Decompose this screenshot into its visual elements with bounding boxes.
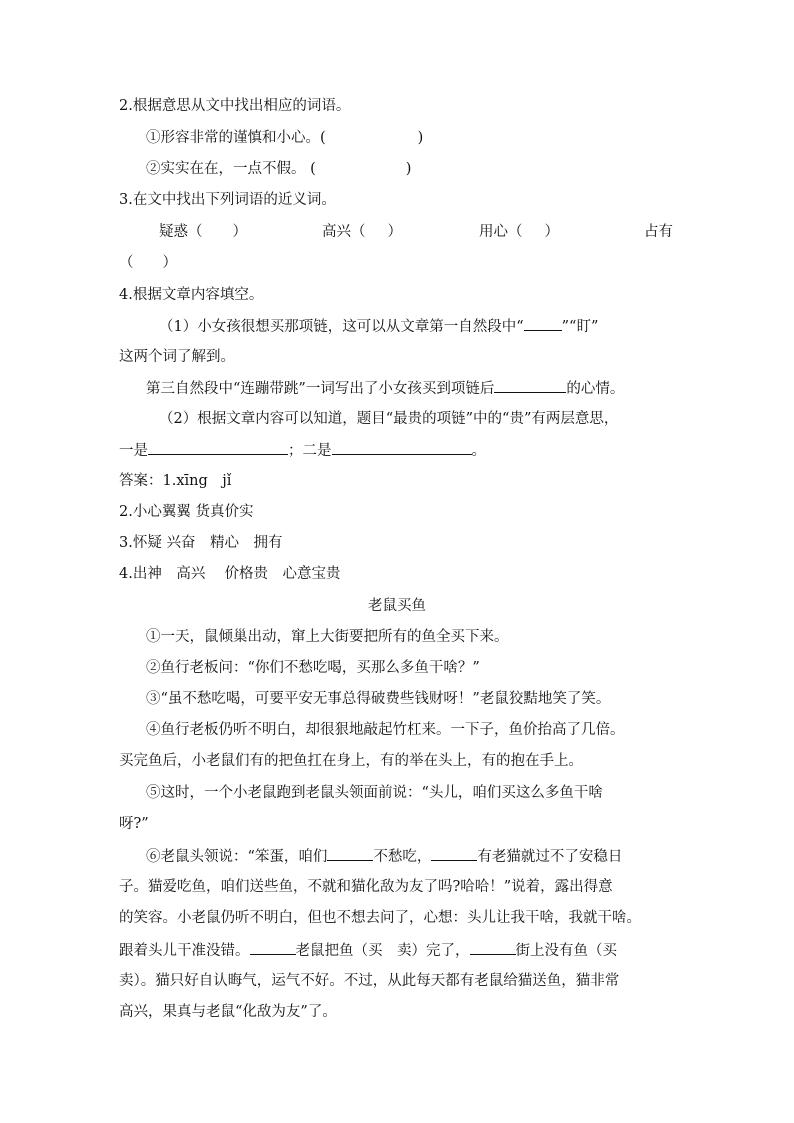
blank-line[interactable] xyxy=(250,940,296,955)
q2-heading: 2.根据意思从文中找出相应的词语。 xyxy=(119,98,351,114)
blank-line[interactable] xyxy=(494,378,566,393)
blank-line[interactable] xyxy=(431,846,477,861)
story-para-5-line2: 呀?” xyxy=(119,816,149,832)
q3-word-1: 疑惑（ ） xyxy=(159,224,247,240)
q4-part1-line1: （1）小女孩很想买那项链，这可以从文章第一自然段中“ ”“盯” xyxy=(159,316,598,337)
story-para-6-line6: 高兴，果真与老鼠“化敌为友”了。 xyxy=(119,1004,337,1020)
answer-2: 2.小心翼翼 货真价实 xyxy=(119,504,254,520)
blank-line[interactable] xyxy=(524,316,562,331)
q4-heading: 4.根据文章内容填空。 xyxy=(119,287,264,303)
story-para-3: ③“虽不愁吃喝，可要平安无事总得破费些钱财呀！”老鼠狡黠地笑了笑。 xyxy=(146,691,611,707)
story-para-2: ②鱼行老板问：“你们不愁吃喝，买那么多鱼干啥？” xyxy=(146,660,480,676)
story-para-6-line3: 的笑容。小老鼠仍听不明白，但也不想去问了，心想：头儿让我干啥，我就干啥。 xyxy=(119,910,641,926)
q3-word-3: 用心（ ） xyxy=(479,224,559,240)
q2-item-1: ①形容非常的谨慎和小心。( ) xyxy=(146,130,424,146)
story-para-1: ①一天，鼠倾巢出动，窜上大街要把所有的鱼全买下来。 xyxy=(146,629,509,645)
answer-1: 答案：1.xīng jǐ xyxy=(119,473,232,489)
story-para-5-line1: ⑤这时，一个小老鼠跑到老鼠头领面前说：“头儿，咱们买这么多鱼干啥 xyxy=(146,785,603,801)
blank-line[interactable] xyxy=(470,940,516,955)
blank-line[interactable] xyxy=(148,440,288,455)
q3-word-4-paren: （ ） xyxy=(119,255,177,271)
story-para-4-line1: ④鱼行老板仍听不明白，却很狠地敲起竹杠来。一下子，鱼价抬高了几倍。 xyxy=(146,722,625,738)
story-para-6-line4: 跟着头儿干准没错。 老鼠把鱼（买 卖）完了， 街上没有鱼（买 xyxy=(119,940,617,961)
q3-heading: 3.在文中找出下列词语的近义词。 xyxy=(119,192,336,208)
answer-4: 4.出神 高兴 价格贵 心意宝贵 xyxy=(119,566,341,582)
q4-part1-line3: 第三自然段中“连蹦带跳”一词写出了小女孩买到项链后 的心情。 xyxy=(146,378,624,399)
blank-line[interactable] xyxy=(327,846,373,861)
story-para-6-line1: ⑥老鼠头领说：“笨蛋，咱们 不愁吃， 有老猫就过不了安稳日 xyxy=(146,846,622,867)
story-para-6-line2: 子。猫爱吃鱼，咱们送些鱼，不就和猫化敌为友了吗?哈哈！”说着，露出得意 xyxy=(119,879,613,895)
q2-item-2: ②实实在在，一点不假。 ( ) xyxy=(146,161,412,177)
q3-word-4: 占有 xyxy=(644,224,673,240)
q3-word-2: 高兴（ ） xyxy=(322,224,402,240)
q4-part1-line2: 这两个词了解到。 xyxy=(119,349,235,365)
blank-line[interactable] xyxy=(332,440,472,455)
story-para-4-line2: 买完鱼后，小老鼠们有的把鱼扛在身上，有的举在头上，有的抱在手上。 xyxy=(119,753,583,769)
story-para-6-line5: 卖）。猫只好自认晦气，运气不好。不过，从此每天都有老鼠给猫送鱼，猫非常 xyxy=(119,973,620,989)
story-title: 老鼠买鱼 xyxy=(368,598,426,614)
q4-part2-line1: （2）根据文章内容可以知道，题目“最贵的项链”中的“贵”有两层意思， xyxy=(159,411,619,427)
answer-3: 3.怀疑 兴奋 精心 拥有 xyxy=(119,535,283,551)
q4-part2-line2: 一是 ；二是 。 xyxy=(119,440,486,461)
